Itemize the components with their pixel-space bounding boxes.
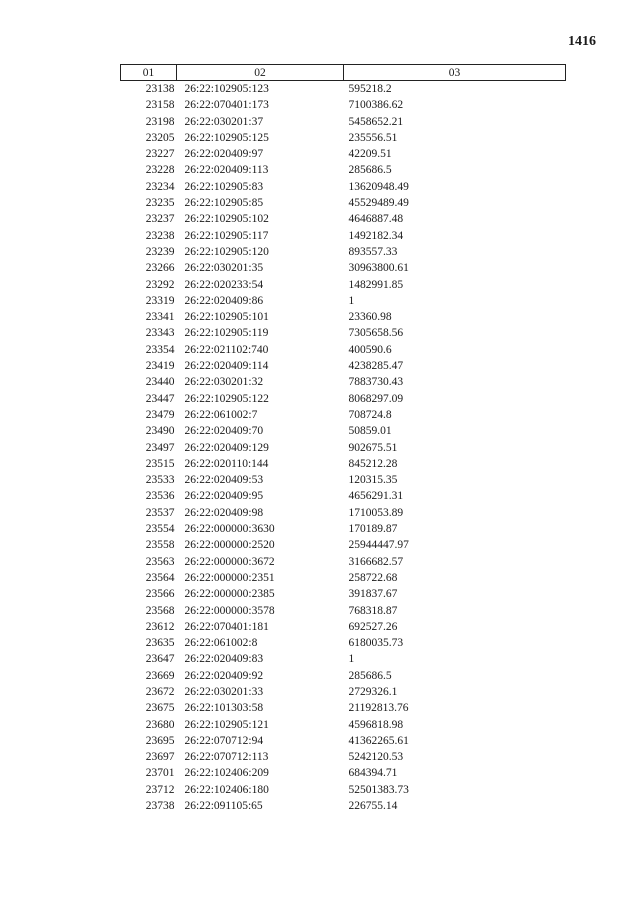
cell-id: 23712 (145, 783, 175, 796)
cell-id: 23440 (145, 376, 175, 389)
cell-id: 23533 (145, 474, 175, 487)
cell-value: 41362265.61 (348, 734, 409, 747)
table-row (121, 162, 566, 178)
cell-id: 23234 (145, 180, 175, 193)
cell-cadastral-number: 26:22:020409:113 (184, 164, 269, 177)
cell-cadastral-number: 26:22:000000:2385 (184, 588, 275, 601)
table-row (121, 651, 566, 667)
cell-value: 4238285.47 (348, 360, 404, 373)
cell-cadastral-number: 26:22:000000:3630 (184, 523, 275, 536)
cell-cadastral-number: 26:22:020409:86 (184, 294, 264, 307)
cell-cadastral-number: 26:22:030201:35 (184, 262, 264, 275)
cell-cadastral-number: 26:22:102905:102 (184, 213, 269, 226)
table-row (121, 146, 566, 162)
table-row (121, 782, 566, 798)
cell-id: 23536 (145, 490, 175, 503)
cell-value: 2729326.1 (348, 685, 398, 698)
cell-value: 768318.87 (348, 604, 398, 617)
column-header-03: 03 (344, 65, 566, 81)
cell-value: 1482991.85 (348, 278, 404, 291)
cell-id: 23239 (145, 245, 175, 258)
table-row (121, 684, 566, 700)
cell-value: 25944447.97 (348, 539, 409, 552)
cell-id: 23343 (145, 327, 175, 340)
cell-id: 23701 (145, 767, 175, 780)
table-row (121, 570, 566, 586)
table-row (121, 668, 566, 684)
cell-cadastral-number: 26:22:102905:120 (184, 245, 269, 258)
cell-cadastral-number: 26:22:020409:97 (184, 148, 264, 161)
cell-cadastral-number: 26:22:102905:119 (184, 327, 269, 340)
cell-cadastral-number: 26:22:070401:181 (184, 620, 269, 633)
cell-id: 23568 (145, 604, 175, 617)
cell-value: 684394.71 (348, 767, 398, 780)
cell-value: 30963800.61 (348, 262, 409, 275)
cell-id: 23669 (145, 669, 175, 682)
table-row (121, 407, 566, 423)
cell-cadastral-number: 26:22:102406:180 (184, 783, 269, 796)
cell-cadastral-number: 26:22:020409:53 (184, 474, 264, 487)
table-row (121, 521, 566, 537)
cell-value: 7305658.56 (348, 327, 404, 340)
table-row (121, 277, 566, 293)
cell-value: 45529489.49 (348, 197, 409, 210)
cell-cadastral-number: 26:22:102905:117 (184, 229, 269, 242)
table-row (121, 81, 566, 98)
table-row (121, 97, 566, 113)
cell-value: 8068297.09 (348, 392, 404, 405)
cell-value: 42209.51 (348, 148, 392, 161)
cell-id: 23237 (145, 213, 175, 226)
cell-id: 23635 (145, 637, 175, 650)
cell-id: 23515 (145, 457, 175, 470)
cell-cadastral-number: 26:22:030201:37 (184, 115, 264, 128)
cell-id: 23292 (145, 278, 175, 291)
cell-cadastral-number: 26:22:020409:98 (184, 506, 264, 519)
header-row (121, 65, 566, 81)
cell-id: 23675 (145, 702, 175, 715)
cell-value: 1492182.34 (348, 229, 404, 242)
cell-cadastral-number: 26:22:020409:70 (184, 425, 264, 438)
table-row (121, 309, 566, 325)
table-row (121, 488, 566, 504)
table-header (121, 65, 566, 81)
cell-value: 5458652.21 (348, 115, 404, 128)
table-row (121, 472, 566, 488)
table-row (121, 391, 566, 407)
cell-value: 4646887.48 (348, 213, 404, 226)
cell-cadastral-number: 26:22:020409:95 (184, 490, 264, 503)
table-row (121, 260, 566, 276)
table-row (121, 619, 566, 635)
cell-cadastral-number: 26:22:102905:121 (184, 718, 269, 731)
cell-id: 23554 (145, 523, 175, 536)
table-row (121, 358, 566, 374)
table-row (121, 717, 566, 733)
table-row (121, 586, 566, 602)
cell-cadastral-number: 26:22:102905:83 (184, 180, 264, 193)
cell-cadastral-number: 26:22:102406:209 (184, 767, 269, 780)
cell-value: 23360.98 (348, 311, 392, 324)
cell-value: 52501383.73 (348, 783, 409, 796)
cell-value: 13620948.49 (348, 180, 409, 193)
data-table (120, 64, 566, 814)
cell-id: 23680 (145, 718, 175, 731)
cell-value: 170189.87 (348, 523, 398, 536)
cell-cadastral-number: 26:22:020409:129 (184, 441, 269, 454)
cell-cadastral-number: 26:22:102905:85 (184, 197, 264, 210)
cell-id: 23228 (145, 164, 175, 177)
table-row (121, 325, 566, 341)
table-row (121, 114, 566, 130)
cell-cadastral-number: 26:22:020409:114 (184, 360, 269, 373)
cell-value: 235556.51 (348, 131, 398, 144)
table-row (121, 228, 566, 244)
table-row (121, 179, 566, 195)
table-row (121, 635, 566, 651)
table-row (121, 130, 566, 146)
table-body (121, 81, 566, 815)
cell-value: 3166682.57 (348, 555, 404, 568)
cell-value: 21192813.76 (348, 702, 409, 715)
cell-cadastral-number: 26:22:000000:3578 (184, 604, 275, 617)
table-row (121, 195, 566, 211)
cell-value: 902675.51 (348, 441, 398, 454)
table-row (121, 603, 566, 619)
cell-value: 391837.67 (348, 588, 398, 601)
table-row (121, 423, 566, 439)
cell-cadastral-number: 26:22:102905:123 (184, 83, 269, 95)
cell-cadastral-number: 26:22:101303:58 (184, 702, 264, 715)
cell-id: 23158 (145, 99, 175, 112)
cell-id: 23738 (145, 800, 175, 813)
cell-value: 7100386.62 (348, 99, 404, 112)
cell-value: 1 (348, 294, 355, 307)
cell-id: 23235 (145, 197, 175, 210)
cell-cadastral-number: 26:22:000000:2520 (184, 539, 275, 552)
cell-id: 23558 (145, 539, 175, 552)
table-row (121, 293, 566, 309)
cell-value: 5242120.53 (348, 751, 404, 764)
cell-id: 23566 (145, 588, 175, 601)
cell-id: 23319 (145, 294, 175, 307)
cell-cadastral-number: 26:22:070712:94 (184, 734, 264, 747)
cell-cadastral-number: 26:22:091105:65 (184, 800, 263, 813)
cell-cadastral-number: 26:22:030201:32 (184, 376, 264, 389)
table-row (121, 440, 566, 456)
cell-id: 23205 (145, 131, 175, 144)
cell-cadastral-number: 26:22:020233:54 (184, 278, 264, 291)
table-row (121, 554, 566, 570)
cell-id: 23537 (145, 506, 175, 519)
cell-cadastral-number: 26:22:061002:7 (184, 408, 258, 421)
cell-cadastral-number: 26:22:020110:144 (184, 457, 269, 470)
cell-id: 23672 (145, 685, 175, 698)
cell-value: 708724.8 (348, 408, 392, 421)
cell-cadastral-number: 26:22:020409:92 (184, 669, 264, 682)
cell-id: 23266 (145, 262, 175, 275)
cell-id: 23697 (145, 751, 175, 764)
cell-id: 23490 (145, 425, 175, 438)
cell-id: 23695 (145, 734, 175, 747)
cell-value: 120315.35 (348, 474, 398, 487)
cell-id: 23354 (145, 343, 175, 356)
cell-value: 4596818.98 (348, 718, 404, 731)
cell-id: 23238 (145, 229, 175, 242)
cell-cadastral-number: 26:22:000000:2351 (184, 571, 275, 584)
cell-id: 23341 (145, 311, 175, 324)
cell-value: 6180035.73 (348, 637, 404, 650)
cell-id: 23479 (145, 408, 175, 421)
cell-id: 23563 (145, 555, 175, 568)
table-row (121, 749, 566, 765)
cell-id: 23647 (145, 653, 175, 666)
table-row (121, 765, 566, 781)
cell-cadastral-number: 26:22:021102:740 (184, 343, 269, 356)
cell-cadastral-number: 26:22:000000:3672 (184, 555, 275, 568)
cell-cadastral-number: 26:22:070401:173 (184, 99, 269, 112)
cell-value: 285686.5 (348, 164, 392, 177)
cell-value: 4656291.31 (348, 490, 404, 503)
table-row (121, 700, 566, 716)
cell-value: 893557.33 (348, 245, 398, 258)
table-row (121, 244, 566, 260)
cell-cadastral-number: 26:22:030201:33 (184, 685, 264, 698)
table-row (121, 733, 566, 749)
cell-id: 23138 (145, 83, 175, 95)
cell-id: 23564 (145, 571, 175, 584)
cell-value: 1710053.89 (348, 506, 404, 519)
cell-cadastral-number: 26:22:061002:8 (184, 637, 258, 650)
cell-cadastral-number: 26:22:102905:122 (184, 392, 269, 405)
cell-value: 595218.2 (348, 83, 392, 95)
cell-cadastral-number: 26:22:102905:125 (184, 131, 269, 144)
table-row (121, 342, 566, 358)
cell-id: 23198 (145, 115, 175, 128)
column-header-01: 01 (121, 65, 177, 81)
cell-id: 23227 (145, 148, 175, 161)
cell-value: 7883730.43 (348, 376, 404, 389)
column-header-02: 02 (177, 65, 344, 81)
cell-cadastral-number: 26:22:102905:101 (184, 311, 269, 324)
table-row (121, 798, 566, 814)
cell-id: 23419 (145, 360, 175, 373)
table-row (121, 537, 566, 553)
page-number: 1416 (568, 34, 596, 49)
cell-value: 50859.01 (348, 425, 392, 438)
cell-value: 845212.28 (348, 457, 398, 470)
cell-value: 400590.6 (348, 343, 392, 356)
cell-id: 23447 (145, 392, 175, 405)
cell-id: 23497 (145, 441, 175, 454)
table-row (121, 456, 566, 472)
cell-value: 285686.5 (348, 669, 392, 682)
cell-value: 692527.26 (348, 620, 398, 633)
table-row (121, 505, 566, 521)
cell-value: 1 (348, 653, 355, 666)
cell-cadastral-number: 26:22:070712:113 (184, 751, 269, 764)
cell-id: 23612 (145, 620, 175, 633)
cell-value: 258722.68 (348, 571, 398, 584)
cell-cadastral-number: 26:22:020409:83 (184, 653, 264, 666)
cell-value: 226755.14 (348, 800, 398, 813)
table-row (121, 211, 566, 227)
table-row (121, 374, 566, 390)
